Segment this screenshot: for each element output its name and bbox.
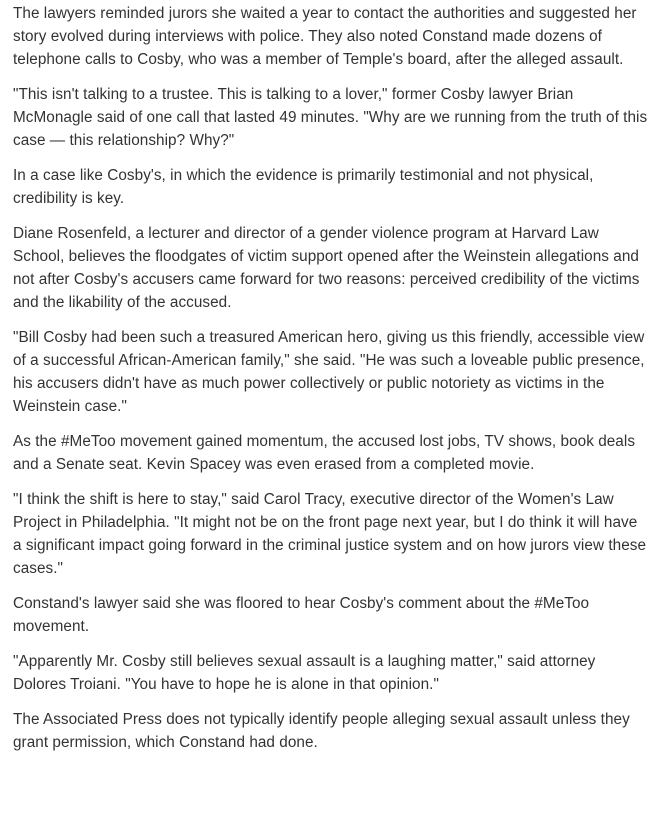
article-paragraph: The lawyers reminded jurors she waited a year to contact the authorities and suggested her story evolved during interviews with police. They also noted Constand made dozens of telephone calls to Cosby, who was a member of Temple's board, after the alleged assault. [13, 5, 637, 68]
article-paragraph: "Apparently Mr. Cosby still believes sexual assault is a laughing matter," said attorney Dolores Troiani. "You have to hope he is alone in that opinion." [13, 653, 596, 693]
article-paragraph: "This isn't talking to a trustee. This is talking to a lover," former Cosby lawyer Brian McMonagle said of one call that lasted 49 minutes. "Why are we running from the truth of this case — this relationship? Why?" [13, 86, 648, 149]
article-paragraph: The Associated Press does not typically identify people alleging sexual assault unless they grant permission, which Constand had done. [13, 711, 630, 751]
article-paragraph: Diane Rosenfeld, a lecturer and director of a gender violence program at Harvard Law School, believes the floodgates of victim support opened after the Weinstein allegations and not after Cosby's accusers came forward for two reasons: perceived credibility of the victims and the likability of the accused. [13, 225, 640, 311]
article-paragraph: As the #MeToo movement gained momentum, the accused lost jobs, TV shows, book deals and a Senate seat. Kevin Spacey was even erased from a completed movie. [13, 433, 636, 473]
article-paragraph: "I think the shift is here to stay," said Carol Tracy, executive director of the Women's Law Project in Philadelphia. "It might not be on the front page next year, but I do think it will have a significant impact going forward in the criminal justice system and on how jurors view these cases." [13, 491, 647, 577]
article-paragraph: Constand's lawyer said she was floored to hear Cosby's comment about the #MeToo movement. [13, 595, 590, 635]
article-paragraph: "Bill Cosby had been such a treasured American hero, giving us this friendly, accessible view of a successful African-American family," she said. "He was such a loveable public presence, his accusers didn't have as much power collectively or public notoriety as victims in the Weinstein case." [13, 329, 645, 415]
article-paragraph: In a case like Cosby's, in which the evidence is primarily testimonial and not physical, credibility is key. [13, 167, 594, 207]
